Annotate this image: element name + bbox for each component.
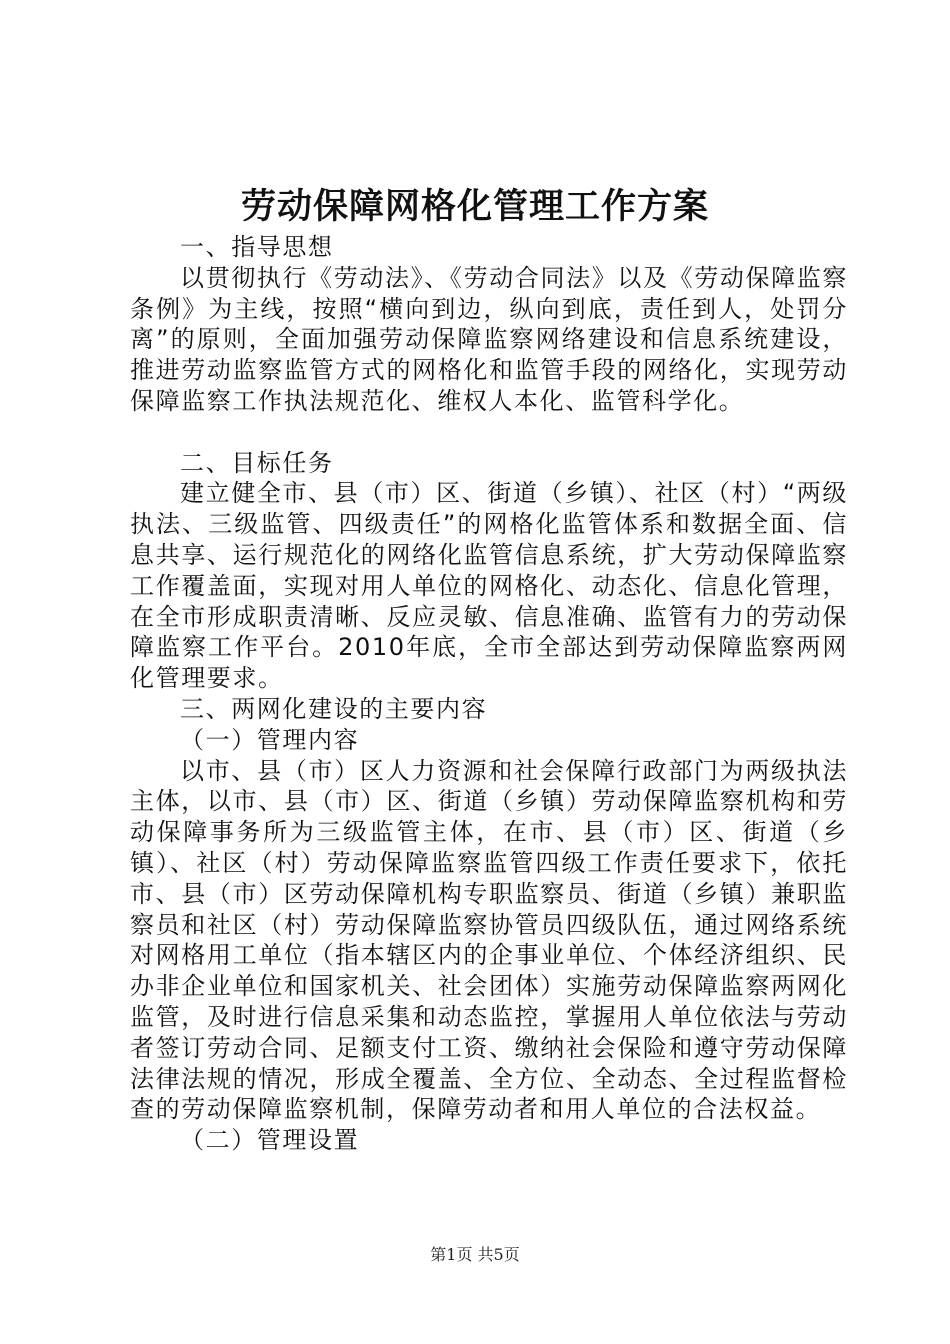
document-body	[130, 232, 848, 1156]
section-heading-goals: 二、目标任务	[180, 448, 334, 477]
paragraph-management-content: 以市、县（市）区人力资源和社会保障行政部门为两级执法主体，以市、县（市）区、街道（乡镇）劳动保障监察机构和劳动保障事务所为三级监管主体，在市、县（市）区、街道（乡镇）、社区（村）劳动保障监察监管四级工作责任要求下，依托市、县（市）区劳动保障机构专职监察员、街道（乡镇）兼职监察员和社区（村）劳动保障监察协管员四级队伍，通过网络系统对网格用工单位（指本辖区内的企事业单位、个体经济组织、民办非企业单位和国家机关、社会团体）实施劳动保障监察两网化监管，及时进行信息采集和动态监控，掌握用人单位依法与劳动者签订劳动合同、足额支付工资、缴纳社会保险和遵守劳动保障法律法规的情况，形成全覆盖、全方位、全动态、全过程监督检查的劳动保障监察机制，保障劳动者和用人单位的合法权益。	[130, 756, 848, 1124]
subsection-heading-management-content: （一）管理内容	[180, 725, 360, 754]
section-heading-guiding-thought: 一、指导思想	[180, 233, 334, 261]
page-footer: 第1页 共5页	[430, 1245, 520, 1264]
paragraph-gap	[130, 417, 848, 448]
document-title: 劳动保障网格化管理工作方案	[240, 186, 709, 227]
paragraph-goals: 建立健全市、县（市）区、街道（乡镇）、社区（村）“两级执法、三级监管、四级责任”的网格化监管体系和数据全面、信息共享、运行规范化的网络化监管信息系统，扩大劳动保障监察工作覆盖面，实现对用人单位的网格化、动态化、信息化管理，在全市形成职责清晰、反应灵敏、信息准确、监管有力的劳动保障监察工作平台。2010年底，全市全部达到劳动保障监察两网化管理要求。	[130, 479, 848, 693]
paragraph-guiding-thought: 以贯彻执行《劳动法》、《劳动合同法》以及《劳动保障监察条例》为主线，按照“横向到边，纵向到底，责任到人，处罚分离”的原则，全面加强劳动保障监察网络建设和信息系统建设，推进劳动监察监管方式的网格化和监管手段的网络化，实现劳动保障监察工作执法规范化、维权人本化、监管科学化。	[130, 263, 848, 415]
subsection-heading-management-setup: （二）管理设置	[180, 1126, 360, 1155]
section-heading-main-content: 三、两网化建设的主要内容	[180, 694, 488, 723]
